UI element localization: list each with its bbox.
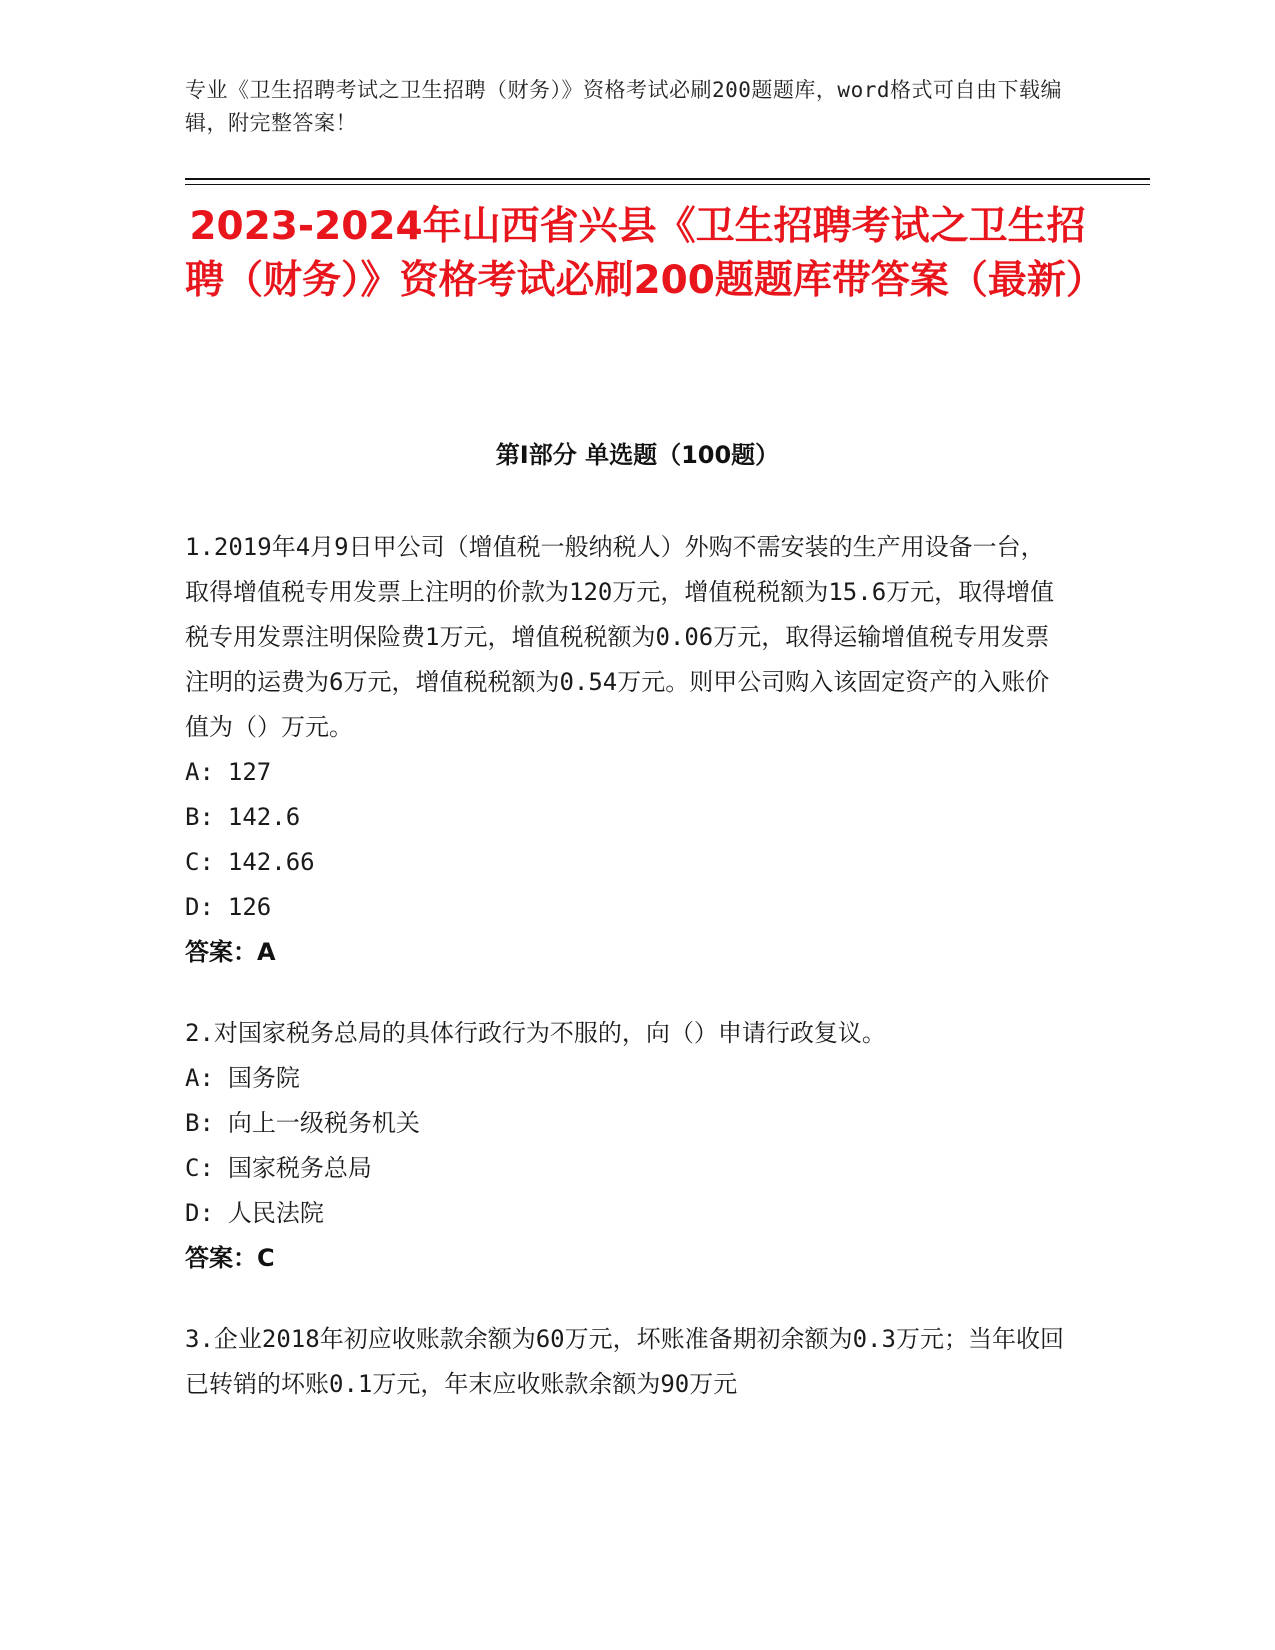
option-letter: C:	[185, 1154, 214, 1182]
option-d	[185, 1191, 1065, 1236]
option-text: 向上一级税务机关	[227, 1109, 420, 1137]
header-divider-thick	[185, 178, 1150, 180]
option-a	[185, 750, 1065, 795]
answer-line: 答案：A	[185, 938, 276, 966]
option-c	[185, 840, 1065, 885]
question-3	[185, 1317, 1065, 1407]
option-letter: C:	[185, 848, 214, 876]
option-letter: D:	[185, 893, 214, 921]
option-text: 人民法院	[227, 1199, 324, 1227]
option-text: 142.66	[227, 848, 315, 876]
option-text: 126	[227, 893, 272, 921]
question-stem: 1.2019年4月9日甲公司（增值税一般纳税人）外购不需安装的生产用设备一台，取得增值税专用发票上注明的价款为120万元，增值税税额为15.6万元，取得增值税专用发票注明保险费1万元，增值税税额为0.06万元，取得运输增值税专用发票注明的运费为6万元，增值税税额为0.54万元。则甲公司购入该固定资产的入账价值为（）万元。	[185, 533, 1055, 741]
option-d	[185, 885, 1065, 930]
option-text: 国务院	[227, 1064, 300, 1092]
option-b	[185, 795, 1065, 840]
option-text: 142.6	[227, 803, 301, 831]
option-letter: B:	[185, 1109, 214, 1137]
option-letter: D:	[185, 1199, 214, 1227]
answer-line: 答案：C	[185, 1244, 275, 1272]
option-a	[185, 1056, 1065, 1101]
question-2	[185, 1011, 1065, 1281]
option-c	[185, 1146, 1065, 1191]
option-letter: A:	[185, 758, 214, 786]
document-title: 2023-2024年山西省兴县《卫生招聘考试之卫生招聘（财务）》资格考试必刷200题题库带答案（最新）	[185, 204, 1105, 303]
header-note: 专业《卫生招聘考试之卫生招聘（财务）》资格考试必刷200题题库，word格式可自由下载编辑，附完整答案！	[185, 78, 1062, 135]
option-letter: B:	[185, 803, 214, 831]
option-b	[185, 1101, 1065, 1146]
question-stem: 3.企业2018年初应收账款余额为60万元，坏账准备期初余额为0.3万元；当年收回已转销的坏账0.1万元，年末应收账款余额为90万元	[185, 1325, 1064, 1398]
question-1	[185, 525, 1065, 975]
question-stem: 2.对国家税务总局的具体行政行为不服的，向（）申请行政复议。	[185, 1019, 886, 1047]
option-text: 127	[227, 758, 272, 786]
header-divider-thin	[185, 184, 1150, 185]
question-list	[185, 525, 1065, 1443]
option-letter: A:	[185, 1064, 214, 1092]
section-title: 第Ⅰ部分 单选题（100题）	[495, 441, 780, 469]
option-text: 国家税务总局	[227, 1154, 372, 1182]
